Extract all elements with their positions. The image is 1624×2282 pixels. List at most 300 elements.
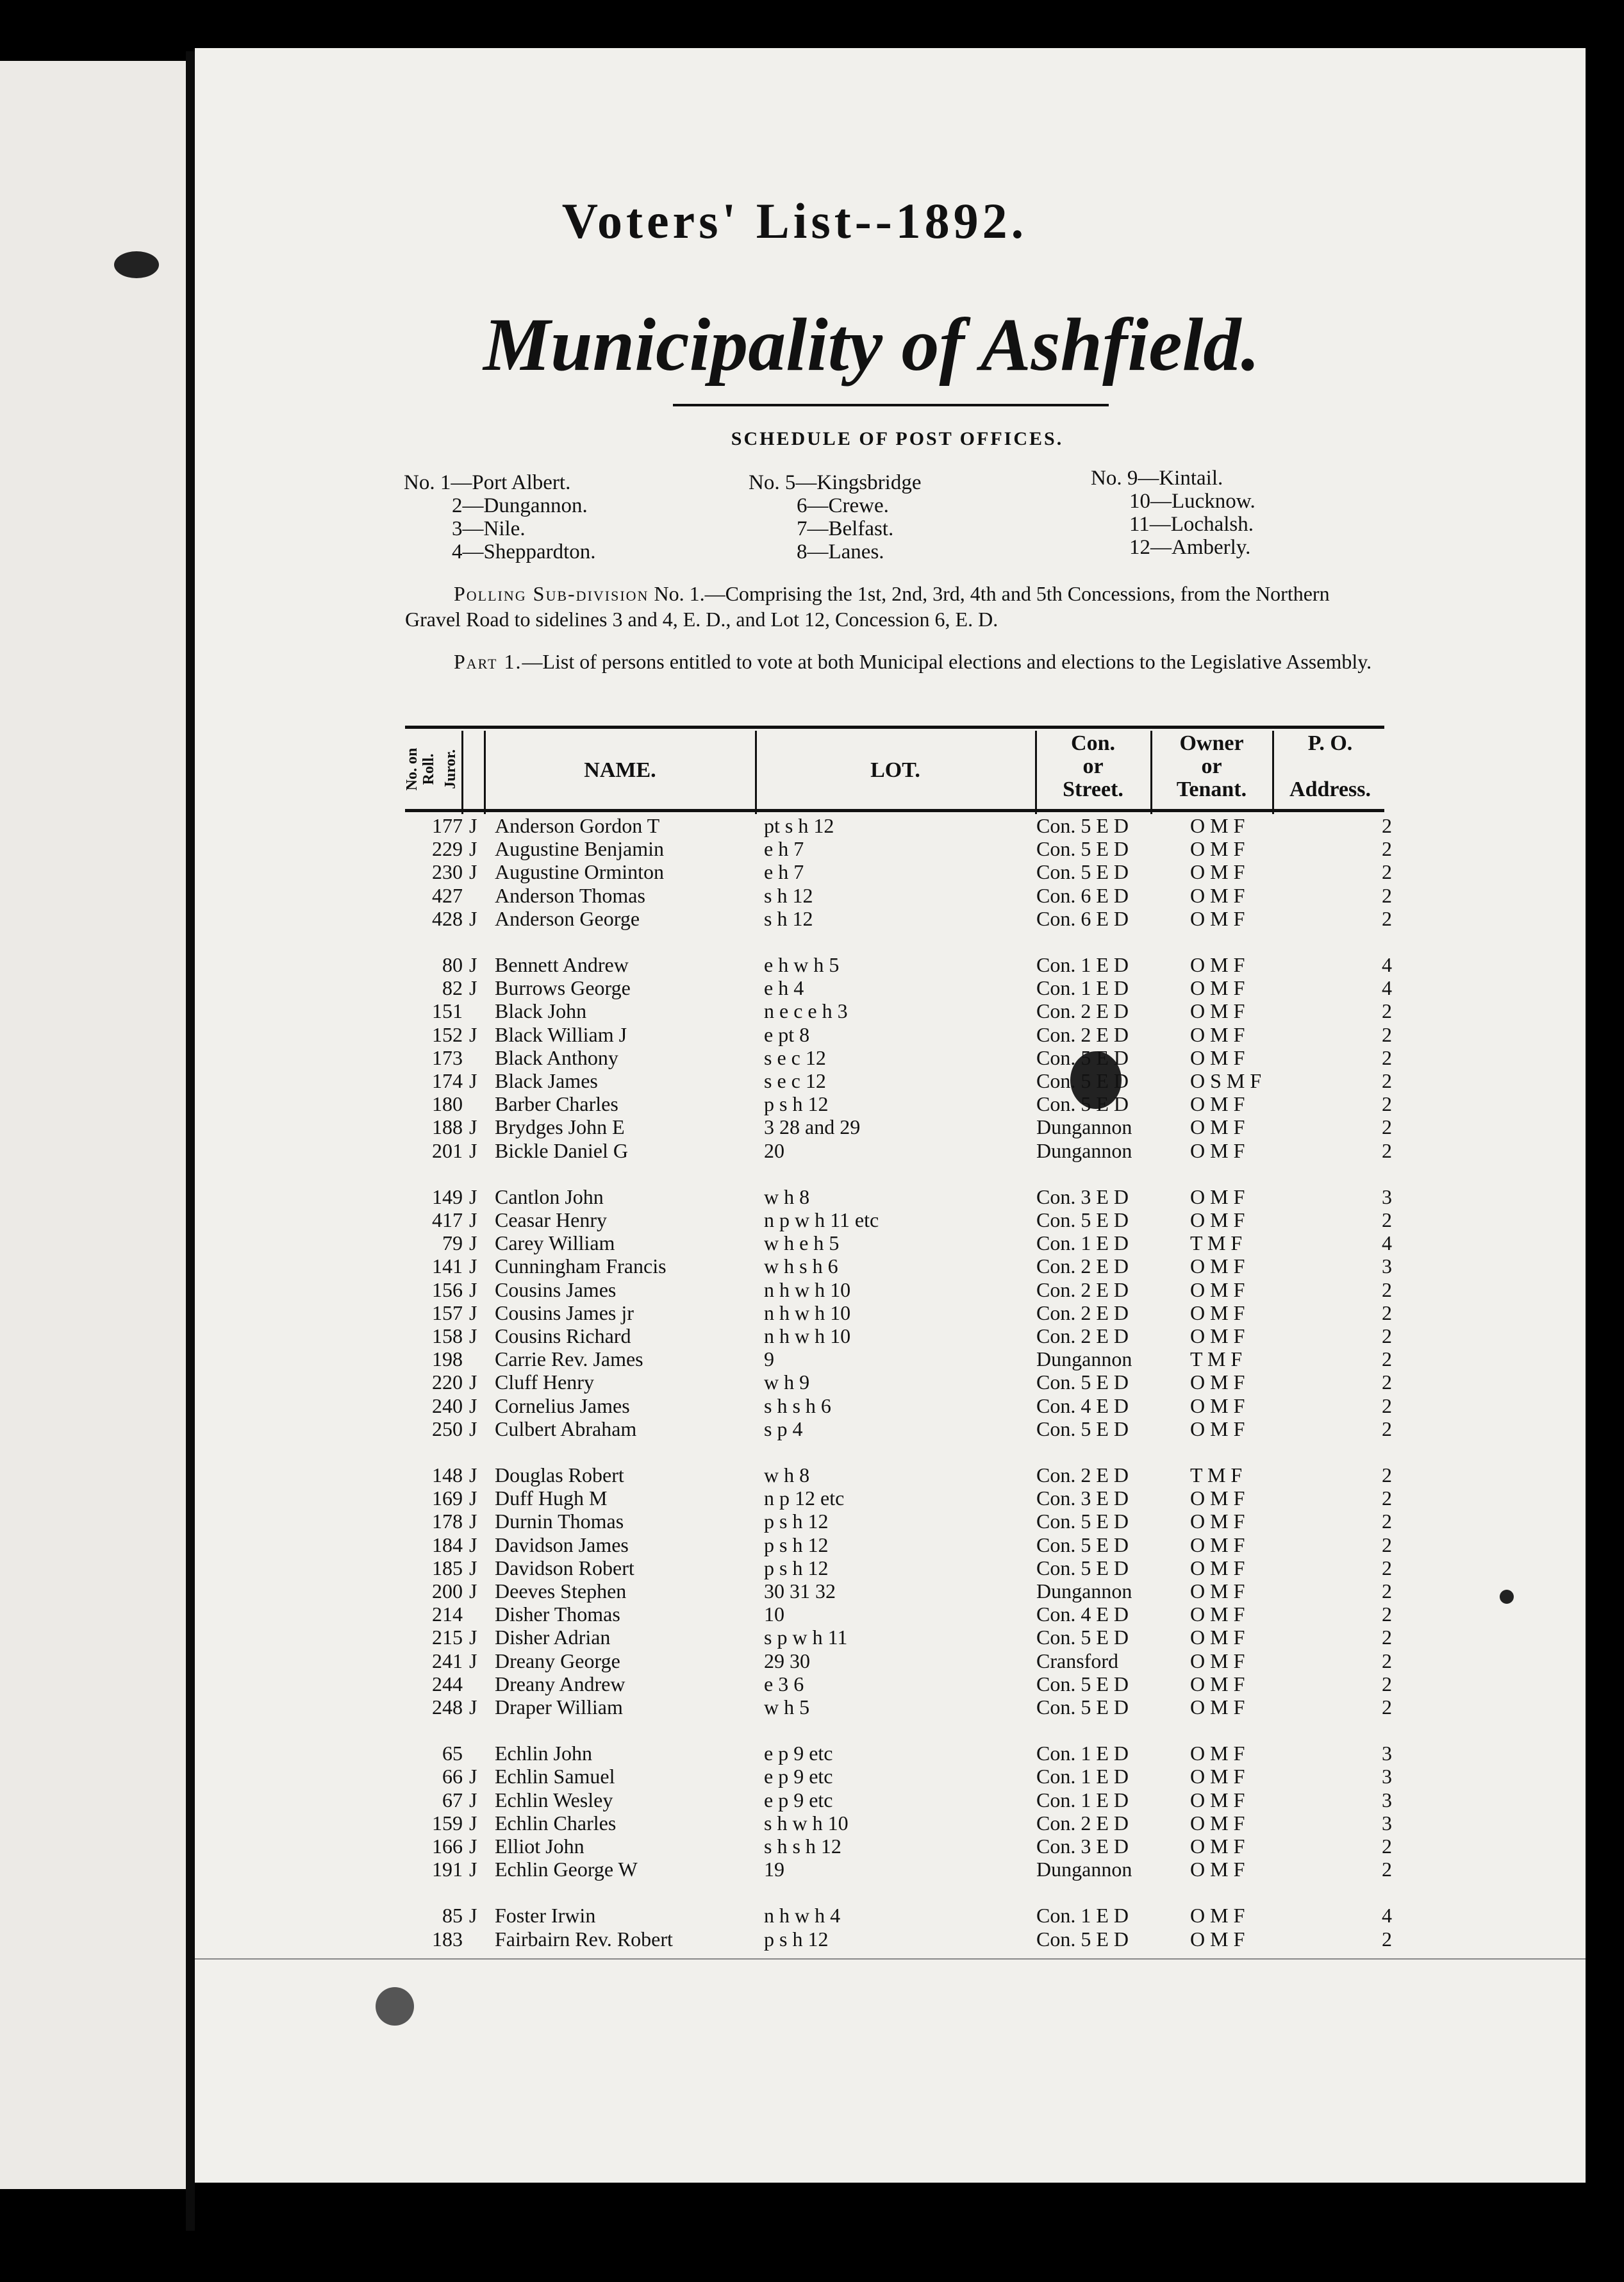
owner-tenant: O M F [1190,1185,1245,1208]
lot-description: s h s h 6 [764,1394,831,1417]
roll-number: 240 [432,1394,463,1417]
juror-mark: J [469,814,477,837]
concession: Con. 3 E D [1036,1487,1129,1510]
concession: Cransford [1036,1649,1118,1672]
concession: Con. 5 E D [1036,1417,1129,1440]
post-office-column-3 [1091,467,1255,559]
lot-description: 9 [764,1347,774,1371]
concession: Con. 6 E D [1036,883,1129,907]
owner-tenant: O M F [1190,1138,1245,1162]
concession: Con. 5 E D [1036,1069,1129,1092]
owner-tenant: O M F [1190,999,1245,1023]
concession: Con. 1 E D [1036,1904,1129,1928]
table-row [405,1139,1392,1162]
po-address: 2 [1382,1092,1392,1116]
roll-number: 185 [432,1556,463,1579]
owner-tenant: O M F [1190,1278,1245,1301]
concession: Dungannon [1036,1579,1132,1603]
voter-name: Duff Hugh M [495,1487,608,1510]
owner-tenant: O M F [1190,1835,1245,1858]
po-address: 2 [1382,1463,1392,1487]
concession: Dungannon [1036,1858,1132,1881]
juror-mark: J [469,1835,477,1858]
concession-header [1037,732,1149,801]
roll-number: 166 [432,1835,463,1858]
roll-number: 248 [432,1695,463,1719]
po-address: 2 [1382,1858,1392,1881]
po-address: 2 [1382,1695,1392,1719]
lot-description: 19 [764,1858,784,1881]
juror-mark: J [469,906,477,930]
lot-description: e pt 8 [764,1022,810,1046]
voter-name: Foster Irwin [495,1904,596,1928]
po-address: 2 [1382,1603,1392,1626]
owner-tenant: O M F [1190,1672,1245,1695]
roll-number: 156 [432,1278,463,1301]
lot-description: e p 9 etc [764,1742,833,1765]
voter-name: Black John [495,999,587,1023]
po-address: 2 [1382,1208,1392,1231]
table-row [405,1811,1392,1835]
owner-header-line: Tenant. [1176,778,1247,801]
lot-description: n h w h 10 [764,1278,851,1301]
table-row [405,1626,1392,1649]
voter-name: Fairbairn Rev. Robert [495,1927,673,1951]
po-address: 2 [1382,1672,1392,1695]
voter-name: Echlin Wesley [495,1788,613,1811]
owner-tenant: O M F [1190,1579,1245,1603]
juror-mark: J [469,1788,477,1811]
voter-name: Anderson Gordon T [495,814,660,837]
concession-header-line: Street. [1063,778,1123,801]
lot-description: e h 7 [764,860,804,884]
juror-mark: J [469,1695,477,1719]
table-row [405,1928,1392,1951]
lot-description: p s h 12 [764,1556,829,1579]
roll-number: 427 [432,883,463,907]
name-header: NAME. [584,758,656,782]
roll-number: 169 [432,1487,463,1510]
concession-header-line: or [1082,754,1104,778]
lot-header: LOT. [870,758,920,782]
juror-mark: J [469,1301,477,1324]
roll-number: 85 [442,1904,463,1928]
owner-tenant: O M F [1190,1603,1245,1626]
voter-name: Cornelius James [495,1394,630,1417]
voter-name: Barber Charles [495,1092,618,1116]
post-office-entry: 4—Sheppardton. [452,540,596,563]
voter-name: Cantlon John [495,1185,604,1208]
lot-description: w h 8 [764,1185,810,1208]
juror-mark: J [469,1463,477,1487]
owner-tenant: T M F [1190,1231,1243,1255]
concession: Con. 2 E D [1036,1254,1129,1278]
concession: Con. 5 E D [1036,1626,1129,1649]
po-address: 3 [1382,1742,1392,1765]
roll-number: 80 [442,953,463,976]
roll-number: 201 [432,1138,463,1162]
owner-tenant: O M F [1190,883,1245,907]
voter-name: Deeves Stephen [495,1579,627,1603]
table-row [405,1742,1392,1765]
owner-tenant: O M F [1190,1045,1245,1069]
concession: Con. 5 E D [1036,860,1129,884]
post-office-entry: 3—Nile. [452,517,526,540]
po-address: 2 [1382,1347,1392,1371]
owner-tenant: O M F [1190,1301,1245,1324]
lot-description: n e c e h 3 [764,999,848,1023]
voter-name: Burrows George [495,976,631,1000]
po-address: 3 [1382,1765,1392,1788]
lot-description: s h w h 10 [764,1811,849,1835]
table-row [405,953,1392,976]
roll-number: 159 [432,1811,463,1835]
voter-name: Echlin Samuel [495,1765,615,1788]
po-address: 2 [1382,1487,1392,1510]
lot-description: n p w h 11 etc [764,1208,879,1231]
voter-name: Draper William [495,1695,623,1719]
roll-number: 157 [432,1301,463,1324]
lot-description: 30 31 32 [764,1579,836,1603]
roll-number: 220 [432,1370,463,1394]
lot-description: 20 [764,1138,784,1162]
owner-tenant: O M F [1190,1324,1245,1347]
juror-mark: J [469,1138,477,1162]
lot-description: pt s h 12 [764,814,834,837]
roll-header-text: No. on Roll. [404,747,437,791]
concession-header-line: Con. [1071,731,1115,755]
owner-header-line: Owner [1179,731,1244,755]
po-address: 2 [1382,1533,1392,1556]
po-address: 2 [1382,999,1392,1023]
owner-tenant: O M F [1190,1254,1245,1278]
ink-blot [1500,1590,1514,1604]
table-row [405,1510,1392,1533]
owner-tenant: O M F [1190,906,1245,930]
po-address: 2 [1382,1115,1392,1139]
concession: Con. 2 E D [1036,1463,1129,1487]
po-address: 3 [1382,1254,1392,1278]
adjacent-page [0,61,186,2189]
municipality-title: Municipality of Ashfield. [483,303,1260,387]
po-address: 3 [1382,1185,1392,1208]
juror-mark: J [469,1649,477,1672]
juror-mark: J [469,1208,477,1231]
concession: Con. 2 E D [1036,1278,1129,1301]
post-office-entry: 2—Dungannon. [452,494,588,517]
part-text: —List of persons entitled to vote at both Municipal elections and elections to the Legislative Assembly. [522,650,1372,673]
voter-name: Davidson Robert [495,1556,634,1579]
po-address: 2 [1382,1417,1392,1440]
table-row [405,1463,1392,1487]
juror-mark: J [469,1370,477,1394]
po-address: 2 [1382,1370,1392,1394]
owner-tenant: O M F [1190,1858,1245,1881]
juror-mark: J [469,1069,477,1092]
roll-number: 200 [432,1579,463,1603]
po-address: 2 [1382,906,1392,930]
owner-header [1152,732,1271,801]
po-address: 2 [1382,1138,1392,1162]
juror-mark: J [469,1765,477,1788]
owner-tenant: O M F [1190,1765,1245,1788]
owner-tenant: O M F [1190,976,1245,1000]
roll-number: 198 [432,1347,463,1371]
voter-name: Bennett Andrew [495,953,629,976]
concession: Con. 1 E D [1036,976,1129,1000]
voter-name: Black William J [495,1022,627,1046]
voter-name: Douglas Robert [495,1463,624,1487]
owner-tenant: O M F [1190,1904,1245,1928]
juror-mark: J [469,860,477,884]
voter-name: Echlin George W [495,1858,638,1881]
roll-number: 82 [442,976,463,1000]
owner-tenant: O M F [1190,1487,1245,1510]
voter-name: Cunningham Francis [495,1254,667,1278]
owner-tenant: O M F [1190,953,1245,976]
roll-number: 65 [442,1742,463,1765]
lot-description: w h e h 5 [764,1231,840,1255]
lot-description: 3 28 and 29 [764,1115,861,1139]
po-address: 2 [1382,1649,1392,1672]
table-row [405,884,1392,907]
juror-mark: J [469,1324,477,1347]
owner-tenant: O M F [1190,1533,1245,1556]
table-row [405,1487,1392,1510]
voter-name: Cousins James [495,1278,617,1301]
po-address: 4 [1382,1904,1392,1928]
voters-list-title: Voters' List--1892. [561,193,1028,249]
concession: Con. 6 E D [1036,906,1129,930]
table-row [405,976,1392,999]
po-header-line: Address. [1289,778,1371,801]
voter-name: Elliot John [495,1835,584,1858]
table-row [405,1579,1392,1603]
juror-mark: J [469,1417,477,1440]
po-address: 2 [1382,1045,1392,1069]
voter-name: Black James [495,1069,598,1092]
concession: Dungannon [1036,1138,1132,1162]
owner-tenant: O M F [1190,860,1245,884]
owner-tenant: O M F [1190,1370,1245,1394]
owner-tenant: O M F [1190,814,1245,837]
table-row [405,1278,1392,1301]
owner-tenant: T M F [1190,1347,1243,1371]
po-address: 3 [1382,1788,1392,1811]
po-address: 2 [1382,1301,1392,1324]
owner-tenant: O S M F [1190,1069,1262,1092]
lot-description: p s h 12 [764,1533,829,1556]
roll-number: 417 [432,1208,463,1231]
table-row [405,1695,1392,1719]
owner-tenant: O M F [1190,1556,1245,1579]
voter-name: Echlin Charles [495,1811,617,1835]
table-row [405,1231,1392,1254]
po-address: 2 [1382,1324,1392,1347]
table-row [405,1115,1392,1138]
part-heading [405,649,1386,674]
roll-number: 152 [432,1022,463,1046]
lot-description: p s h 12 [764,1510,829,1533]
juror-mark: J [469,1904,477,1928]
table-row [405,1394,1392,1417]
po-address: 2 [1382,1835,1392,1858]
voter-name: Disher Thomas [495,1603,620,1626]
part-label: Part 1. [454,650,522,673]
owner-tenant: O M F [1190,1115,1245,1139]
lot-description: w h 5 [764,1695,810,1719]
scan-line [195,1958,1586,1960]
table-row [405,1254,1392,1278]
table-row [405,1301,1392,1324]
lot-description: s h 12 [764,906,813,930]
post-office-entry: 11—Lochalsh. [1129,513,1254,536]
juror-mark: J [469,1858,477,1881]
table-row [405,1208,1392,1231]
post-office-entry: 8—Lanes. [797,540,884,563]
table-row [405,1603,1392,1626]
concession: Con. 5 E D [1036,1510,1129,1533]
po-address: 4 [1382,976,1392,1000]
voter-name: Durnin Thomas [495,1510,624,1533]
concession: Con. 5 E D [1036,837,1129,861]
voter-name: Dreany Andrew [495,1672,626,1695]
polling-subdivision [405,581,1386,632]
lot-description: w h s h 6 [764,1254,838,1278]
table-row [405,1556,1392,1579]
post-office-entry: 10—Lucknow. [1129,490,1255,513]
lot-description: p s h 12 [764,1092,829,1116]
juror-mark: J [469,1278,477,1301]
lot-description: n p 12 etc [764,1487,845,1510]
voter-name: Disher Adrian [495,1626,611,1649]
juror-header-text: Juror. [442,749,459,790]
lot-description: s p w h 11 [764,1626,848,1649]
concession: Con. 5 E D [1036,1695,1129,1719]
table-row [405,1533,1392,1556]
table-row [405,1904,1392,1927]
owner-header-line: or [1201,754,1222,778]
concession: Dungannon [1036,1115,1132,1139]
voter-name: Bickle Daniel G [495,1138,628,1162]
owner-tenant: O M F [1190,1626,1245,1649]
schedule-heading: SCHEDULE OF POST OFFICES. [731,428,1064,449]
lot-description: 29 30 [764,1649,810,1672]
lot-description: n h w h 4 [764,1904,841,1928]
lot-description: n h w h 10 [764,1301,851,1324]
lot-description: s h s h 12 [764,1835,841,1858]
table-row [405,1023,1392,1046]
roll-number: 149 [432,1185,463,1208]
roll-number: 229 [432,837,463,861]
concession: Con. 5 E D [1036,1556,1129,1579]
table-row [405,1092,1392,1115]
roll-number: 244 [432,1672,463,1695]
po-address: 2 [1382,1927,1392,1951]
roll-number: 79 [442,1231,463,1255]
roll-number: 67 [442,1788,463,1811]
owner-tenant: O M F [1190,1208,1245,1231]
concession: Con. 1 E D [1036,1742,1129,1765]
lot-description: s e c 12 [764,1045,826,1069]
table-row [405,1324,1392,1347]
voter-name: Ceasar Henry [495,1208,608,1231]
po-address: 4 [1382,1231,1392,1255]
table-row [405,1046,1392,1069]
concession: Con. 3 E D [1036,1185,1129,1208]
lot-description: e h w h 5 [764,953,840,976]
post-office-entry: No. 5—Kingsbridge [749,471,922,494]
roll-number: 66 [442,1765,463,1788]
post-office-entry: 12—Amberly. [1129,536,1251,559]
concession: Con. 5 E D [1036,814,1129,837]
roll-number: 188 [432,1115,463,1139]
juror-mark: J [469,1556,477,1579]
lot-description: s h 12 [764,883,813,907]
roll-number: 250 [432,1417,463,1440]
concession: Con. 4 E D [1036,1394,1129,1417]
roll-number: 183 [432,1927,463,1951]
table-row [405,1858,1392,1881]
po-address: 2 [1382,1556,1392,1579]
po-address: 2 [1382,1278,1392,1301]
table-header-bottom-rule [405,809,1384,812]
owner-tenant: O M F [1190,1811,1245,1835]
table-row [405,1765,1392,1788]
voter-name: Carrie Rev. James [495,1347,643,1371]
po-address: 2 [1382,883,1392,907]
post-office-entry: No. 9—Kintail. [1091,467,1223,490]
concession: Con. 1 E D [1036,1765,1129,1788]
lot-description: n h w h 10 [764,1324,851,1347]
column-divider [755,731,757,814]
roll-number: 230 [432,860,463,884]
concession: Con. 5 E D [1036,1672,1129,1695]
roll-number: 215 [432,1626,463,1649]
concession: Con. 1 E D [1036,1231,1129,1255]
table-row [405,860,1392,883]
table-row [405,1370,1392,1394]
lot-description: e p 9 etc [764,1765,833,1788]
table-row [405,1835,1392,1858]
roll-number: 173 [432,1045,463,1069]
voter-name: Anderson Thomas [495,883,645,907]
owner-tenant: O M F [1190,1394,1245,1417]
post-office-entry: 6—Crewe. [797,494,889,517]
voter-name: Brydges John E [495,1115,625,1139]
lot-description: w h 9 [764,1370,810,1394]
voter-name: Augustine Benjamin [495,837,664,861]
roll-number: 158 [432,1324,463,1347]
concession: Con. 5 E D [1036,1045,1129,1069]
roll-number: 177 [432,814,463,837]
owner-tenant: O M F [1190,1695,1245,1719]
voter-name: Cousins James jr [495,1301,634,1324]
table-row [405,1649,1392,1672]
table-row [405,837,1392,860]
lot-description: e h 7 [764,837,804,861]
concession: Con. 3 E D [1036,1835,1129,1858]
voter-name: Black Anthony [495,1045,618,1069]
voter-name: Culbert Abraham [495,1417,637,1440]
owner-tenant: O M F [1190,1788,1245,1811]
juror-mark: J [469,1579,477,1603]
post-office-column-2 [749,471,921,563]
juror-mark: J [469,1231,477,1255]
roll-number: 151 [432,999,463,1023]
juror-mark: J [469,1510,477,1533]
table-row [405,907,1392,930]
